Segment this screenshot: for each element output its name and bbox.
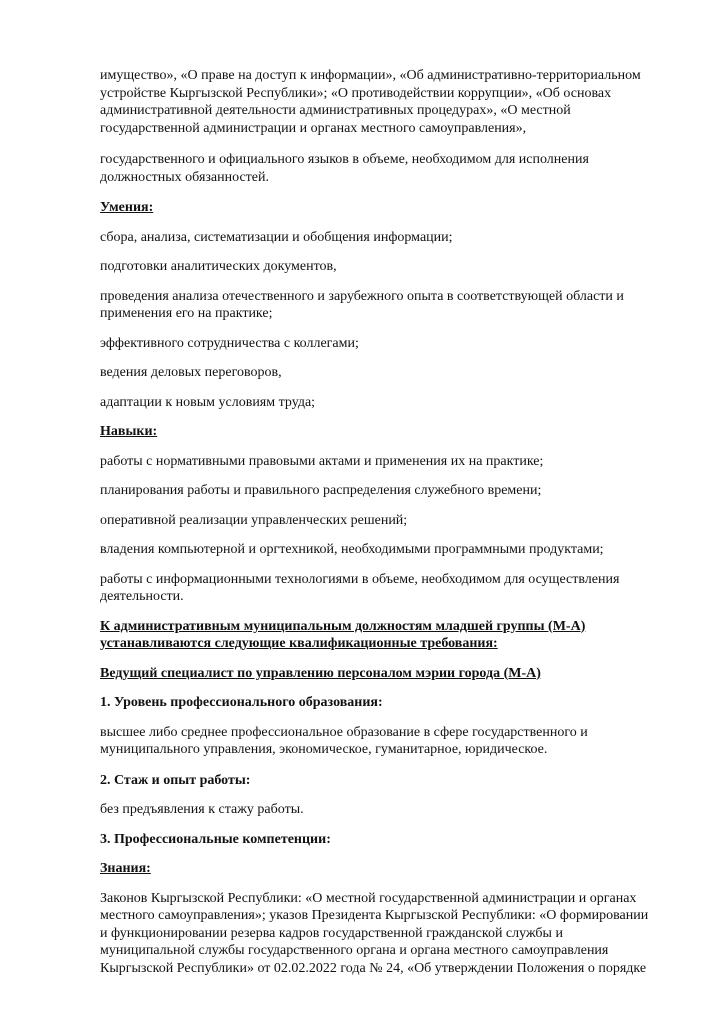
list-item: планирования работы и правильного распределения служебного времени; [100,483,542,498]
paragraph: высшее либо среднее профессиональное образование в сфере государственного и муниципального управления, экономическое, гуманитарное, юридическое. [100,724,588,757]
list-item: подготовки аналитических документов, [100,259,337,274]
position-heading: Ведущий специалист по управлению персоналом мэрии города (М-А) [100,665,541,681]
list-item: сбора, анализа, систематизации и обобщения информации; [100,229,453,245]
list-item: эффективного сотрудничества с коллегами; [100,335,359,351]
section-heading: 2. Стаж и опыт работы: [100,772,251,788]
list-item: работы с нормативными правовыми актами и применения их на практике; [100,453,544,469]
paragraph: государственного и официального языков в объеме, необходимом для исполнения должностных обязанностей. [100,152,589,185]
abilities-heading: Навыки: [100,424,158,439]
paragraph: имущество», «О праве на доступ к информации», «Об административно-территориальном устройстве Кыргызской Республики»; «О противодействии коррупции», «Об основах административной деятельности административных процедурах», «О местной государственной администрации и органах местного самоуправления», [100,68,641,136]
skills-heading: Умения: [100,200,154,215]
list-item: оперативной реализации управленческих решений; [100,512,408,528]
list-item: владения компьютерной и оргтехникой, необходимыми программными продуктами; [100,542,604,557]
list-item: адаптации к новым условиям труда; [100,394,316,410]
list-item: работы с информационными технологиями в объеме, необходимом для осуществления деятельности. [100,571,620,604]
group-heading: К административным муниципальным должностям младшей группы (М-А) устанавливаются следующие квалификационные требования: [100,618,586,651]
section-heading: 1. Уровень профессионального образования: [100,695,383,710]
paragraph: Законов Кыргызской Республики: «О местной государственной администрации и органах местного самоуправления»; указов Президента Кыргызской Республики: «О формировании и функционировании резерва кадров государственной гражданской службы и муниципальной службы государственного органа и органа местного самоуправления Кыргызской Республики» от 02.02.2022 года № 24, «Об утверждении Положения о порядке [100,890,649,976]
list-item: ведения деловых переговоров, [100,365,282,380]
list-item: проведения анализа отечественного и зарубежного опыта в соответствующей области и применения его на практике; [100,288,624,321]
section-heading: 3. Профессиональные компетенции: [100,831,331,847]
paragraph: без предъявления к стажу работы. [100,802,304,817]
knowledge-heading: Знания: [100,861,151,876]
